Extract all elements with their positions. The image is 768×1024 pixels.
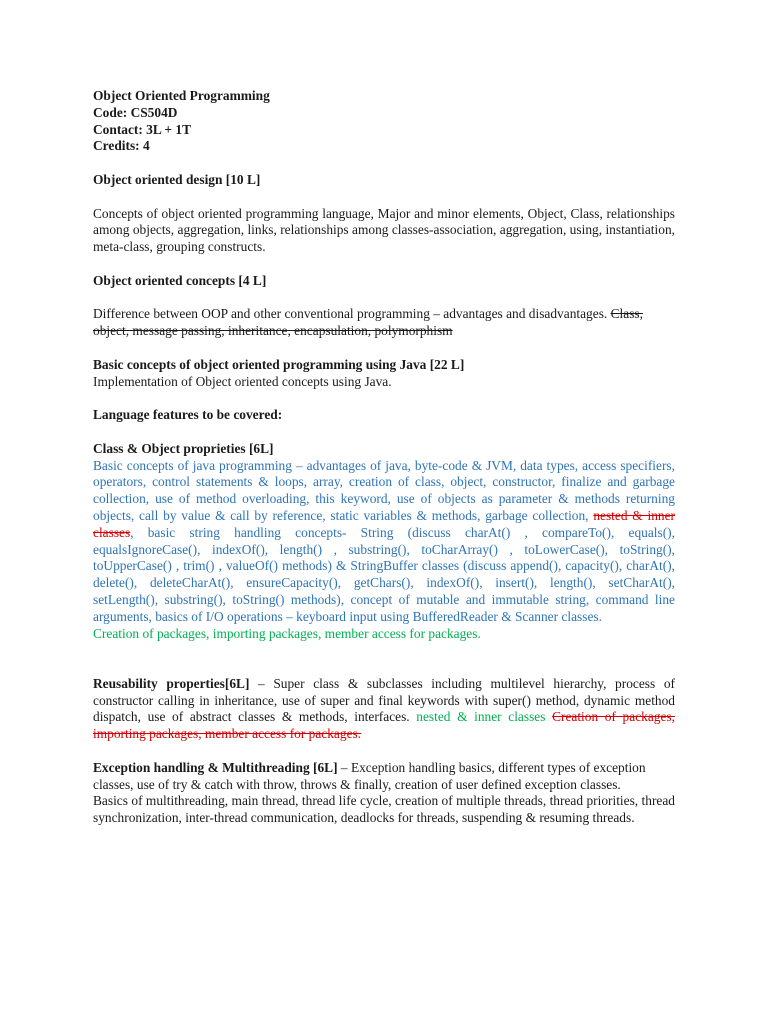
reusability-nested-classes: nested & inner classes [416,709,546,725]
section-body-oo-concepts [93,306,675,340]
course-credits: Credits: 4 [93,138,150,154]
exception-handling-text: – Exception handling basics, different types of exception classes, use of try & catch with throw, throws & finally, creation of user defined exception classes. [93,759,646,792]
section-heading-class-object: Class & Object proprieties [6L] [93,440,274,456]
oo-concepts-text: Difference between OOP and other conventional programming – advantages and disadvantages. [93,306,611,322]
section-heading-exception-handling: Exception handling & Multithreading [6L] [93,759,338,775]
section-reusability [93,676,675,743]
document-content [93,88,675,827]
section-multithreading: Basics of multithreading, main thread, thread life cycle, creation of multiple threads, thread priorities, thread synchronization, inter-thread communication, deadlocks for threads, suspending & resuming threads. [93,793,675,826]
class-object-text-b: , basic string handling concepts- String (discuss charAt() , compareTo(), equals(), equalsIgnoreCase(), indexOf(), length() , substring(), toCharArray() , toLowerCase(), toString(), toUpperCase() , trim() , valueOf() methods) & StringBuffer classes (discuss append(), capacity(), charAt(), delete(), deleteCharAt(), ensureCapacity(), getChars(), indexOf(), insert(), length(), setCharAt(), setLength(), substring(), toString() methods), concept of mutable and immutable string, command line arguments, basics of I/O operations – keyboard input using BufferedReader & Scanner classes. [93,524,675,624]
course-title: Object Oriented Programming [93,88,270,103]
section-heading-oo-design: Object oriented design [10 L] [93,171,261,187]
section-body-class-object [93,458,675,626]
class-object-text-a: Basic concepts of java programming – advantages of java, byte-code & JVM, data types, access specifiers, operators, control statements & loops, array, creation of class, object, constructor, finalize and garbage collection, use of method overloading, this keyword, use of objects as parameter & methods returning objects, call by value & call by reference, static variables & methods, garbage collection, [93,457,675,523]
course-header [93,88,675,155]
reusability-struck-text: Creation of packages, importing packages, member access for packages. [93,709,675,742]
section-body-java-basics: Implementation of Object oriented concepts using Java. [93,373,392,389]
class-object-struck-text: nested & inner classes [93,507,675,540]
section-heading-language-features: Language features to be covered: [93,407,283,423]
class-object-packages-note: Creation of packages, importing packages, member access for packages. [93,625,481,641]
section-heading-java-basics: Basic concepts of object oriented programming using Java [22 L] [93,356,465,372]
section-heading-oo-concepts: Object oriented concepts [4 L] [93,272,267,288]
section-body-oo-design: Concepts of object oriented programming language, Major and minor elements, Object, Class, relationships among objects, aggregation, links, relationships among classes-association, aggregation, using, instantiation, meta-class, grouping constructs. [93,205,675,255]
course-contact: Contact: 3L + 1T [93,121,192,137]
oo-concepts-struck-text: Class, object, message passing, inheritance, encapsulation, polymorphism [93,306,643,339]
reusability-text: – Super class & subclasses including multilevel hierarchy, process of constructor calling in inheritance, use of super and final keywords with super() method, dynamic method dispatch, use of abstract classes & methods, interfaces. [93,675,675,725]
section-exception-handling [93,760,675,794]
section-heading-reusability: Reusability properties[6L] [93,675,250,691]
course-code: Code: CS504D [93,104,178,120]
